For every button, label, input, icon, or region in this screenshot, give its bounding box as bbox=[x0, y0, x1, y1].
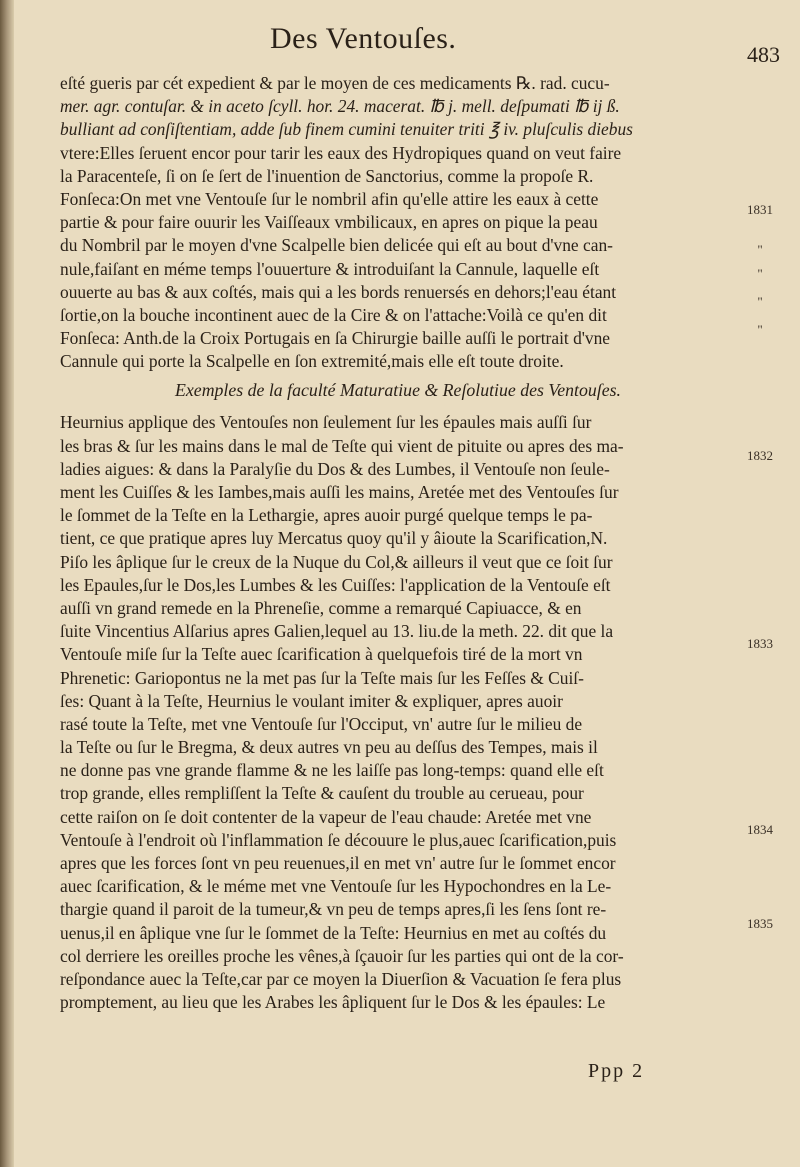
text-line: apres que les forces ſont vn peu reuenues,il en met vn' autre ſur le ſommet encor bbox=[60, 853, 616, 873]
text-line: tient, ce que pratique apres luy Mercatus quoy qu'il y âioute la Scarification,N. bbox=[60, 528, 608, 549]
margin-quote-mark: " bbox=[757, 242, 763, 257]
text-line: du Nombril par le moyen d'vne Scalpelle bien delicée qui eſt au bout d'vne can- bbox=[60, 235, 613, 256]
body-text bbox=[60, 72, 736, 1014]
text-line: Fonſeca: Anth.de la Croix Portugais en ſa Chirurgie baille auſſi le portrait d'vne bbox=[60, 328, 611, 349]
text-line: promptement, au lieu que les Arabes les âpliquent ſur le Dos & les épaules: Le bbox=[60, 992, 606, 1013]
book-spine-shadow bbox=[0, 0, 14, 1167]
text-line: la Teſte ou ſur le Bregma, & deux autres vn peu au deſſus des Tempes, mais il bbox=[60, 737, 598, 758]
text-line: bulliant ad conſiſtentiam, adde ſub finem cumini tenuiter triti ℥ iv. pluſculis diebus bbox=[60, 119, 633, 140]
text-line: ſes: Quant à la Teſte, Heurnius le voulant imiter & expliquer, apres auoir bbox=[60, 690, 563, 711]
text-line: ouuerte au bas & aux coſtés, mais qui a les bords renuersés en dehors;l'eau étant bbox=[60, 281, 617, 302]
text-line: nule,faiſant en méme temps l'ouuerture & introduiſant la Cannule, laquelle eſt bbox=[60, 258, 600, 279]
text-line: thargie quand il paroit de la tumeur,& vn peu de temps apres,ſi les ſens ſont re- bbox=[60, 899, 607, 920]
paragraph-1 bbox=[60, 72, 736, 373]
margin-note-1835: 1835 bbox=[747, 916, 773, 931]
text-line: rasé toute la Teſte, met vne Ventouſe ſur l'Occiput, vn' autre ſur le milieu de bbox=[60, 713, 583, 734]
text-line: eſté gueris par cét expedient & par le moyen de ces medicaments ℞. rad. cucu- bbox=[60, 73, 610, 93]
text-line: Ventouſe miſe ſur la Teſte auec ſcarification à quelquefois tiré de la mort vn bbox=[60, 644, 583, 665]
text-line: Piſo les âplique ſur le creux de la Nuque du Col,& ailleurs il veut que ce ſoit ſur bbox=[60, 551, 613, 572]
page bbox=[40, 0, 800, 1167]
text-line: partie & pour faire ouurir les Vaiſſeaux vmbilicaux, en apres on pique la peau bbox=[60, 212, 598, 233]
running-header bbox=[40, 22, 780, 67]
text-line: auec ſcarification, & le méme met vne Ventouſe ſur les Hypochondres en la Le- bbox=[60, 876, 612, 897]
text-line: uenus,il en âplique vne ſur le ſommet de la Teſte: Heurnius en met au coſtés du bbox=[60, 922, 607, 943]
text-line: Heurnius applique des Ventouſes non ſeulement ſur les épaules mais auſſi ſur bbox=[60, 412, 592, 433]
text-line: les bras & ſur les mains dans le mal de Teſte qui vient de pituite ou apres des ma- bbox=[60, 435, 624, 456]
text-line: reſpondance auec la Teſte,car par ce moyen la Diuerſion & Vacuation ſe fera plus bbox=[60, 968, 622, 989]
text-line: auſſi vn grand remede en la Phreneſie, comme a remarqué Capiuacce, & en bbox=[60, 597, 582, 618]
paragraph-2 bbox=[60, 411, 736, 1014]
text-line: ment les Cuiſſes & les Iambes,mais auſſi les mains, Aretée met des Ventouſes ſur bbox=[60, 482, 619, 502]
text-line: cette raiſon on ſe doit contenter de la vapeur de l'eau chaude: Aretée met vne bbox=[60, 806, 592, 827]
running-title: Des Ventouſes. bbox=[270, 22, 457, 55]
page-number: 483 bbox=[747, 42, 780, 67]
text-line: Cannule qui porte la Scalpelle en ſon extremité,mais elle eſt toute droite. bbox=[60, 351, 564, 372]
text-line: les Epaules,ſur le Dos,les Lumbes & les Cuiſſes: l'application de la Ventouſe eſt bbox=[60, 574, 611, 595]
margin-note-1833: 1833 bbox=[747, 636, 773, 651]
margin-quote-mark: " bbox=[757, 322, 763, 337]
text-line: vtere:Elles ſeruent encor pour tarir les eaux des Hydropiques quand on veut faire bbox=[60, 142, 622, 163]
text-line: trop grande, elles rempliſſent la Teſte & cauſent du trouble au cerueau, pour bbox=[60, 783, 584, 804]
margin-note-1832: 1832 bbox=[747, 448, 773, 463]
text-line: le ſommet de la Teſte en la Lethargie, apres auoir purgé quelque temps le pa- bbox=[60, 505, 593, 526]
text-line: ſuite Vincentius Alſarius apres Galien,lequel au 13. liu.de la meth. 22. dit que la bbox=[60, 621, 614, 642]
text-line: Phrenetic: Gariopontus ne la met pas ſur la Teſte mais ſur les Feſſes & Cuiſ- bbox=[60, 667, 584, 688]
text-line: mer. agr. contuſar. & in aceto ſcyll. hor. 24. macerat. ℔ j. mell. deſpumati ℔ ij ß. bbox=[60, 96, 620, 117]
text-line: ladies aigues: & dans la Paralyſie du Dos & des Lumbes, il Ventouſe non ſeule- bbox=[60, 458, 610, 479]
section-heading: Exemples de la faculté Maturatiue & Reſolutiue des Ventouſes. bbox=[175, 380, 621, 401]
margin-note-1834: 1834 bbox=[747, 822, 773, 837]
margin-quote-mark: " bbox=[757, 294, 763, 309]
margin-note-1831: 1831 bbox=[747, 202, 773, 217]
margin-quote-mark: " bbox=[757, 266, 763, 281]
text-line: col derriere les oreilles proche les vênes,à ſçauoir ſur les parties qui ont de la cor- bbox=[60, 945, 624, 966]
text-line: Fonſeca:On met vne Ventouſe ſur le nombril afin qu'elle attire les eaux à cette bbox=[60, 188, 599, 209]
text-line: ſortie,on la bouche incontinent auec de la Cire & on l'attache:Voilà ce qu'en dit bbox=[60, 304, 607, 325]
text-line: ne donne pas vne grande flamme & ne les laiſſe pas long-temps: quand elle eſt bbox=[60, 760, 604, 781]
signature-mark: Ppp 2 bbox=[588, 1060, 645, 1082]
text-line: la Paracenteſe, ſi on ſe ſert de l'inuention de Sanctorius, comme la propoſe R. bbox=[60, 165, 594, 186]
text-line: Ventouſe à l'endroit où l'inflammation ſe découure le plus,auec ſcarification,puis bbox=[60, 829, 617, 850]
